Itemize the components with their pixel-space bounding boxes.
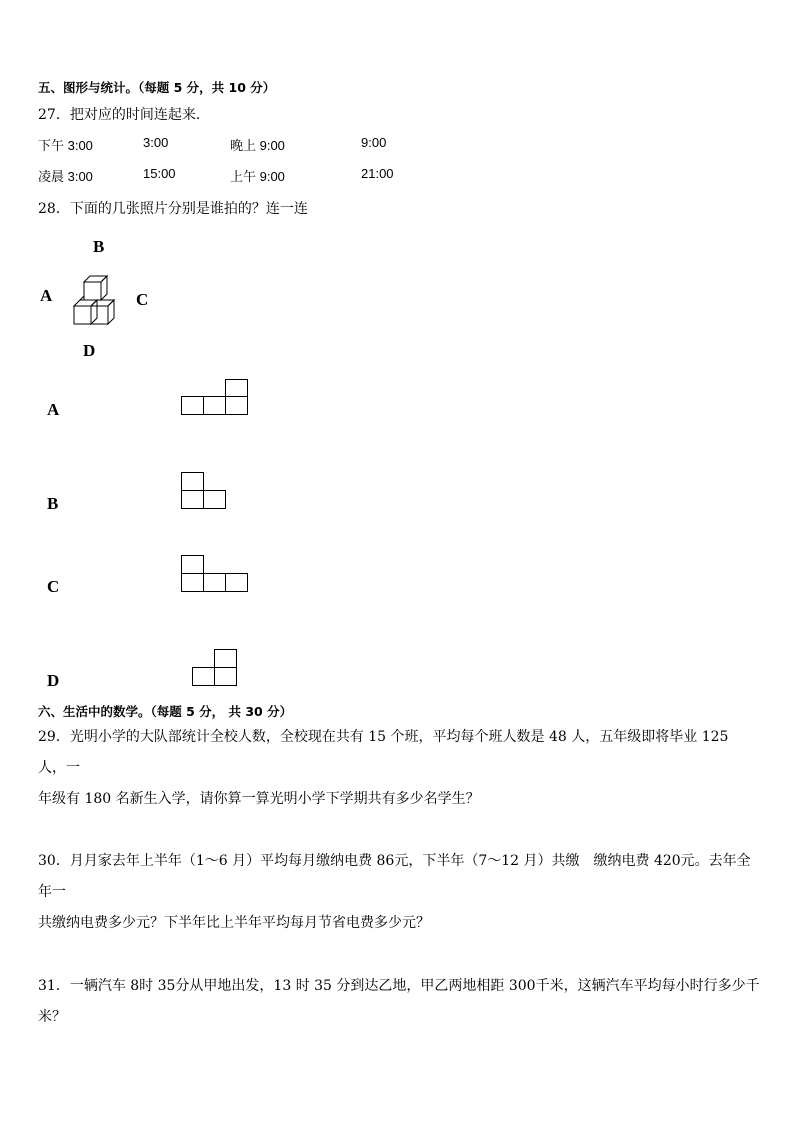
q27-prompt: 27．把对应的时间连起来． [38, 107, 210, 123]
q27-row1-item-4: 9:00 [361, 135, 387, 150]
q27-row2-item-3: 上午 9:00 [230, 169, 285, 184]
view-a-figure [181, 379, 249, 415]
position-label-left: A [40, 286, 53, 305]
q30-text [38, 846, 760, 939]
view-label-c: C [47, 577, 60, 596]
q27-row1-item-1: 下午 3:00 [38, 138, 93, 153]
view-label-b: B [47, 494, 59, 513]
position-label-top: B [93, 237, 105, 256]
cube-model-figure [70, 268, 122, 328]
view-label-a: A [47, 400, 60, 419]
position-label-right: C [136, 290, 149, 309]
q30-line-1: 30．月月家去年上半年（1～6 月）平均每月缴纳电费 86元，下半年（7～12 月）共缴 缴纳电费 420元。去年全年一 [38, 853, 751, 900]
q30-line-2: 共缴纳电费多少元？下半年比上半年平均每月节省电费多少元？ [38, 915, 430, 931]
q29-text [38, 722, 760, 815]
q31-text [38, 971, 760, 1033]
view-c-figure [181, 555, 250, 592]
q27-row2-item-4: 21:00 [361, 166, 394, 181]
q29-line-1: 29．光明小学的大队部统计全校人数，全校现在共有 15 个班，平均每个班人数是 48 人，五年级即将毕业 125 人，一 [38, 729, 729, 776]
view-b-figure [181, 472, 227, 509]
section-5-title: 五、图形与统计。（每题 5 分，共 10 分） [38, 80, 276, 95]
q27-row1-item-3: 晚上 9:00 [230, 138, 285, 153]
q28-prompt: 28．下面的几张照片分别是谁拍的？连一连 [38, 201, 308, 217]
q27-row2-item-2: 15:00 [143, 166, 176, 181]
q27-row1-item-2: 3:00 [143, 135, 169, 150]
view-label-d: D [47, 671, 60, 690]
q31-line-1: 31．一辆汽车 8时 35分从甲地出发，13 时 35 分到达乙地，甲乙两地相距 300千米，这辆汽车平均每小时行多少千米？ [38, 978, 760, 1025]
view-d-figure [192, 649, 238, 686]
q29-line-2: 年级有 180 名新生入学，请你算一算光明小学下学期共有多少名学生？ [38, 791, 480, 807]
position-label-bottom: D [83, 341, 96, 360]
section-6-title: 六、生活中的数学。（每题 5 分， 共 30 分） [38, 704, 293, 719]
q27-row2-item-1: 凌晨 3:00 [38, 169, 93, 184]
